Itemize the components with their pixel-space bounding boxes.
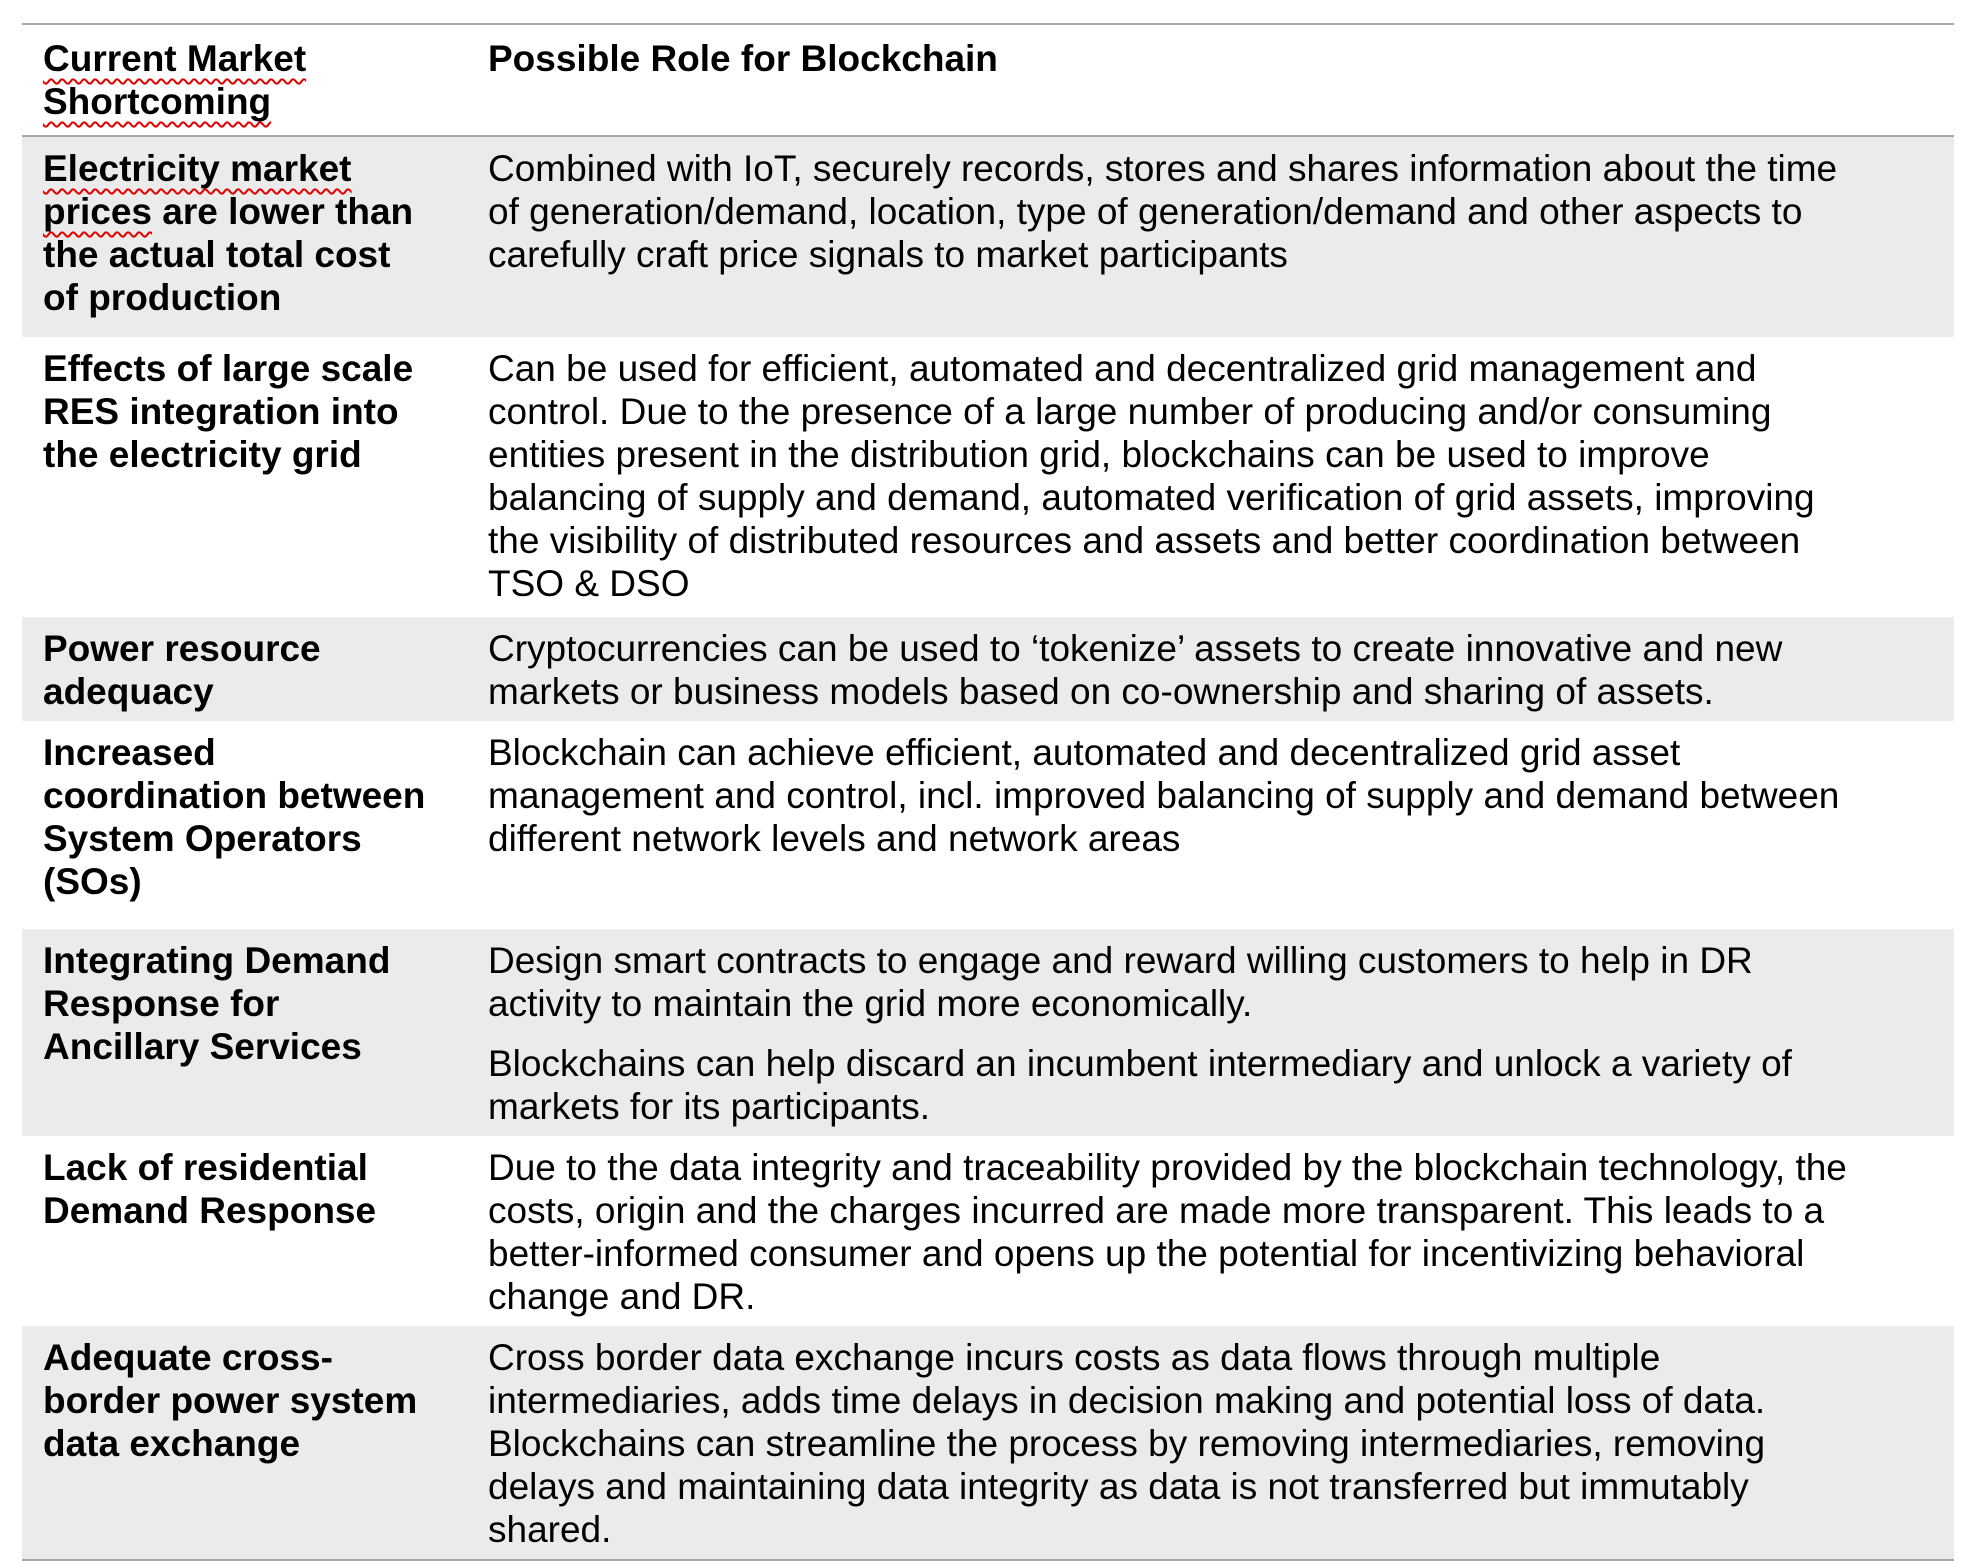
role-cell — [468, 929, 1954, 1136]
table-row — [22, 1326, 1954, 1559]
misspelled-text: prices — [43, 191, 153, 232]
role-paragraph: Cryptocurrencies can be used to ‘tokenize’ assets to create innovative and new markets or business models based on co-ownership and sharing of assets. — [488, 628, 1783, 712]
role-cell — [468, 1326, 1954, 1559]
misspelled-text: Electricity market — [43, 148, 352, 189]
role-paragraph: Due to the data integrity and traceability provided by the blockchain technology, the costs, origin and the charges incurred are made more transparent. This leads to a better-informed consumer and opens up the potential for incentivizing behavioral change and DR. — [488, 1147, 1847, 1317]
cell-text: Increased coordination between System Operators (SOs) — [43, 732, 426, 902]
cell-text: Power resource adequacy — [43, 628, 321, 712]
role-cell — [468, 617, 1954, 721]
table-row — [22, 337, 1954, 617]
role-paragraph: Can be used for efficient, automated and decentralized grid management and control. Due to the presence of a large number of producing and/or consuming entities present in the distribution grid, blockchains can be used to improve balancing of supply and demand, automated verification of grid assets, improving the visibility of distributed resources and assets and better coordination between TSO & DSO — [488, 348, 1815, 604]
shortcoming-cell — [22, 1136, 468, 1326]
shortcoming-text — [43, 147, 431, 319]
cell-text: Adequate cross-border power system data exchange — [43, 1337, 418, 1464]
cell-text: are lower than the actual total cost of production — [43, 191, 414, 318]
role-cell — [468, 1136, 1954, 1326]
role-cell — [468, 337, 1954, 617]
table-header-row — [22, 25, 1954, 137]
cell-text: Effects of large scale RES integration into the electricity grid — [43, 348, 414, 475]
misspelled-text: Current Market — [43, 38, 307, 79]
table-row — [22, 721, 1954, 929]
shortcoming-text — [43, 1146, 431, 1232]
role-cell — [468, 137, 1954, 337]
column-header-shortcoming-label — [43, 37, 431, 123]
table-row — [22, 137, 1954, 337]
role-cell — [468, 721, 1954, 929]
column-header-role — [468, 25, 1954, 135]
table-row — [22, 617, 1954, 721]
role-paragraph: Blockchain can achieve efficient, automated and decentralized grid asset management and control, incl. improved balancing of supply and demand between different network levels and network areas — [488, 732, 1840, 859]
shortcoming-text — [43, 627, 431, 713]
role-paragraph: Blockchains can help discard an incumbent intermediary and unlock a variety of markets for its participants. — [488, 1043, 1792, 1127]
shortcoming-cell — [22, 617, 468, 721]
table-row — [22, 929, 1954, 1136]
shortcoming-cell — [22, 137, 468, 337]
shortcoming-cell — [22, 929, 468, 1136]
shortcoming-text — [43, 347, 431, 476]
shortcoming-cell — [22, 1326, 468, 1559]
role-paragraph: Cross border data exchange incurs costs as data flows through multiple intermediaries, adds time delays in decision making and potential loss of data. Blockchains can streamline the process by removing intermediaries, removing delays and maintaining data integrity as data is not transferred but immutably shared. — [488, 1337, 1766, 1550]
blockchain-roles-table — [22, 23, 1954, 1561]
shortcoming-cell — [22, 721, 468, 929]
cell-text: Lack of residential Demand Response — [43, 1147, 377, 1231]
misspelled-text: Shortcoming — [43, 81, 272, 122]
role-paragraph: Design smart contracts to engage and reward willing customers to help in DR activity to maintain the grid more economically. — [488, 940, 1753, 1024]
shortcoming-cell — [22, 337, 468, 617]
column-header-role-label: Possible Role for Blockchain — [488, 38, 998, 79]
cell-text: Integrating Demand Response for Ancillary Services — [43, 940, 391, 1067]
shortcoming-text — [43, 731, 431, 903]
shortcoming-text — [43, 1336, 431, 1465]
column-header-shortcoming — [22, 25, 468, 135]
table-row — [22, 1136, 1954, 1326]
role-paragraph: Combined with IoT, securely records, stores and shares information about the time of generation/demand, location, type of generation/demand and other aspects to carefully craft price signals to market participants — [488, 148, 1838, 275]
table-body — [22, 137, 1954, 1559]
shortcoming-text — [43, 939, 431, 1068]
